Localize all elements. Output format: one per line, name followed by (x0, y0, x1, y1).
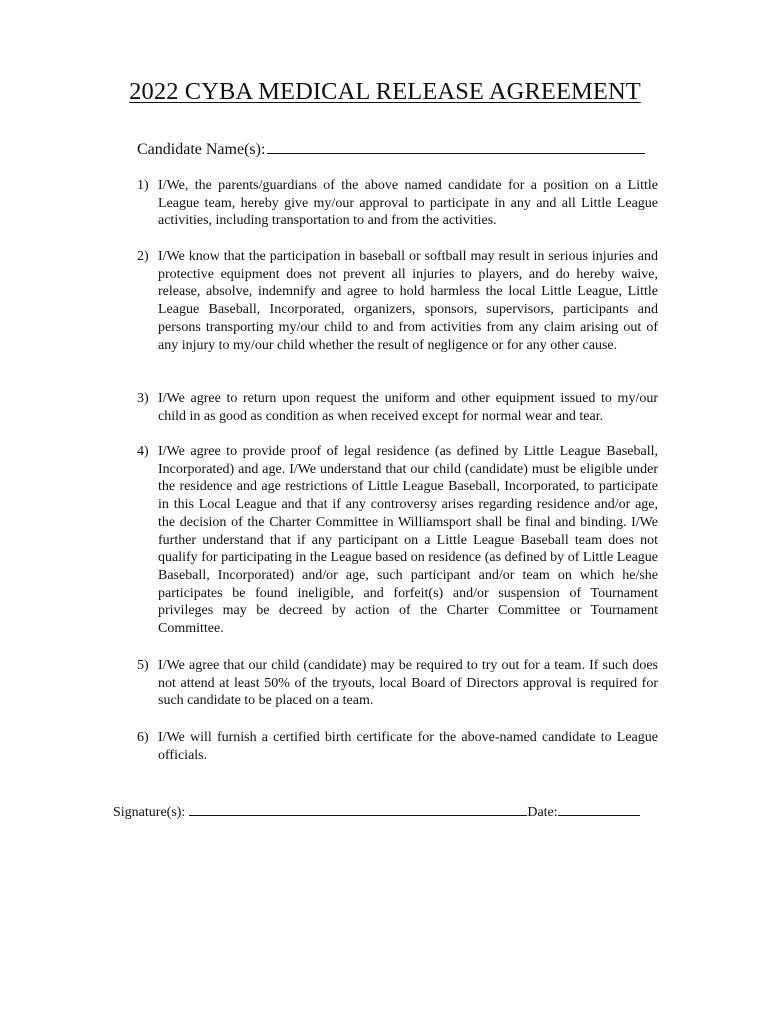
date-label: Date: (527, 805, 558, 820)
item-text: I/We will furnish a certified birth certificate for the above-named candidate to League officials. (158, 730, 658, 763)
candidate-name-line (137, 139, 645, 159)
signature-line (113, 801, 640, 821)
item-text: I/We know that the participation in baseball or softball may result in serious injuries and protective equipment does not prevent all injuries to players, and do hereby waive, release, absolve, indemnify and agree to hold harmless the local Little League, Little League Baseball, Incorporated, organizers, sponsors, supervisors, participants and persons transporting my/our child to and from activities from any claim arising out of any injury to my/our child whether the result of negligence or for any other cause. (158, 249, 658, 353)
agreement-item-6 (137, 729, 658, 764)
signature-field[interactable] (189, 801, 527, 816)
item-text: I/We agree to provide proof of legal residence (as defined by Little League Baseball, Incorporated) and age. I/We understand that our child (candidate) must be eligible under the residence and age restrictions of Little League Baseball, Incorporated, to participate in this Local League and that if any controversy arises regarding residence and/or age, the decision of the Charter Committee in Williamsport shall be final and binding. I/We further understand that if any participant on a Little League Baseball team does not qualify for participating in the League based on residence (as defined by of Little League Baseball, Incorporated) and/or age, such participant and/or team on which he/she participates be found ineligible, and forfeit(s) and/or suspension of Tournament privileges may be decreed by action of the Charter Committee or Tournament Committee. (158, 444, 658, 637)
item-text: I/We agree that our child (candidate) may be required to try out for a team. If such does not attend at least 50% of the tryouts, local Board of Directors approval is required for such candidate to be placed on a team. (158, 658, 658, 709)
item-number: 3) (137, 391, 149, 406)
agreement-item-3 (137, 390, 658, 425)
agreement-item-1 (137, 177, 658, 230)
item-number: 2) (137, 249, 149, 264)
candidate-name-field[interactable] (267, 139, 645, 154)
signature-label: Signature(s): (113, 805, 186, 820)
document-title: 2022 CYBA MEDICAL RELEASE AGREEMENT (129, 78, 641, 105)
candidate-name-label: Candidate Name(s): (137, 141, 266, 158)
item-number: 4) (137, 444, 149, 459)
agreement-item-2 (137, 248, 658, 354)
item-number: 1) (137, 178, 149, 193)
item-text: I/We, the parents/guardians of the above named candidate for a position on a Little League team, hereby give my/our approval to participate in any and all Little League activities, including transportation to and from the activities. (158, 178, 658, 229)
agreement-item-5 (137, 657, 658, 710)
agreement-item-4 (137, 443, 658, 638)
date-field[interactable] (558, 801, 640, 816)
item-number: 6) (137, 730, 149, 745)
item-text: I/We agree to return upon request the uniform and other equipment issued to my/our child in as good as condition as when received except for normal wear and tear. (158, 391, 658, 424)
item-number: 5) (137, 658, 149, 673)
